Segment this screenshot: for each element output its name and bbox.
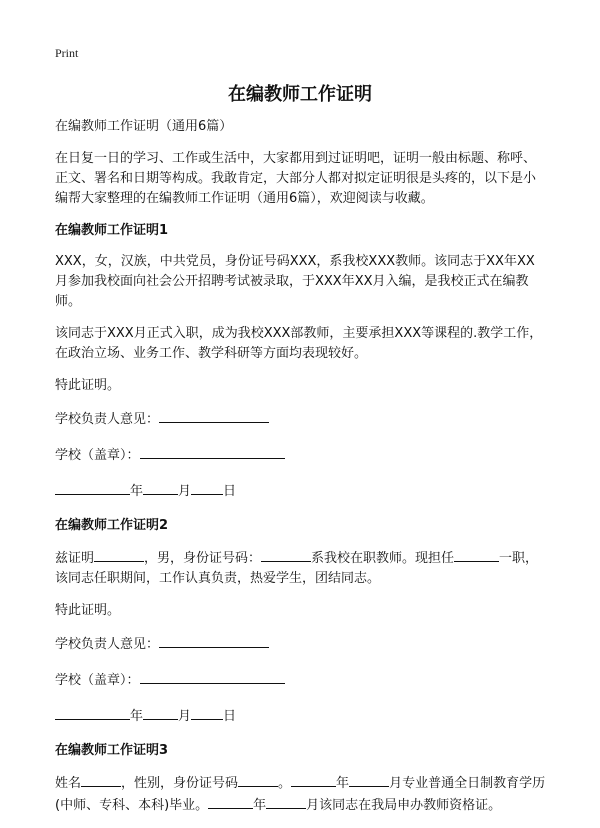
intro-paragraph: 在日复一日的学习、工作或生活中，大家都用到过证明吧，证明一般由标题、称呼、正文、署名和日期等构成。我敢肯定，大部分人都对拟定证明很是头疼的，以下是小编帮大家整理的在编教师工作证明（通用6篇），欢迎阅读与收藏。: [55, 151, 537, 206]
section3-text-f: 年: [253, 798, 267, 813]
section3-text-e: 月专业普通全日制教育学历(中师、专科、本科)毕业。: [55, 776, 546, 813]
section3-text-g: 月该同志在我局申办教师资格证。: [306, 798, 502, 813]
school-seal-label: 学校（盖章）：: [55, 448, 140, 463]
section3-text-b: ，性别，身份证号码: [121, 776, 239, 791]
principal-blank: [159, 633, 269, 648]
principal-label: 学校负责人意见：: [55, 412, 160, 427]
principal-label: 学校负责人意见：: [55, 637, 160, 652]
school-seal-blank: [140, 444, 285, 459]
intro-subtitle: 在编教师工作证明（通用6篇）: [55, 119, 233, 134]
apply-year-blank: [208, 794, 253, 809]
print-link[interactable]: Print: [55, 46, 79, 60]
name-blank: [81, 772, 121, 787]
section2-text-b: ，男，身份证号码：: [144, 551, 262, 566]
id-number-blank: [261, 547, 311, 562]
page-title: 在编教师工作证明: [228, 84, 372, 105]
document-body: [55, 117, 547, 828]
section1-proof: 特此证明。: [55, 378, 121, 393]
year-blank: [55, 705, 130, 720]
grad-month-blank: [349, 772, 389, 787]
section2-paragraph: [55, 547, 547, 589]
month-label: 月: [178, 484, 192, 499]
day-blank: [191, 705, 223, 720]
section1-paragraph-1: XXX，女，汉族，中共党员，身份证号码XXX，系我校XXX教师。该同志于XX年XX月参加我校面向社会公开招聘考试被录取，于XXX年XX月入编，是我校正式在编教师。: [55, 254, 535, 309]
section2-school-seal: [55, 669, 547, 691]
section1-school-seal: [55, 444, 547, 466]
section2-date: [55, 705, 547, 727]
section2-proof: 特此证明。: [55, 603, 121, 618]
school-seal-blank: [140, 669, 285, 684]
section2-principal-opinion: [55, 633, 547, 655]
grad-year-blank: [291, 772, 336, 787]
month-blank: [143, 480, 178, 495]
year-label: 年: [130, 484, 144, 499]
apply-month-blank: [266, 794, 306, 809]
year-label: 年: [130, 709, 144, 724]
section1-paragraph-2: 该同志于XXX月正式入职，成为我校XXX部教师，主要承担XXX等课程的.教学工作，在政治立场、业务工作、教学科研等方面均表现较好。: [55, 326, 543, 361]
section3-text-c: 。: [278, 776, 292, 791]
day-label: 日: [223, 484, 237, 499]
month-label: 月: [178, 709, 192, 724]
section-heading-3: 在编教师工作证明3: [55, 743, 169, 758]
section3-text-d: 年: [336, 776, 350, 791]
section2-text-c: 系我校在职教师。现担任: [311, 551, 455, 566]
school-seal-label: 学校（盖章）：: [55, 673, 140, 688]
section1-principal-opinion: [55, 408, 547, 430]
section2-text-a: 兹证明: [55, 551, 95, 566]
section2-text-d: 一职，该同志任职期间，工作认真负责，热爱学生，团结同志。: [55, 551, 539, 586]
section-heading-1: 在编教师工作证明1: [55, 223, 169, 238]
section3-text-a: 姓名: [55, 776, 82, 791]
month-blank: [143, 705, 178, 720]
day-blank: [191, 480, 223, 495]
id-number-blank: [238, 772, 278, 787]
section-heading-2: 在编教师工作证明2: [55, 518, 169, 533]
position-blank: [454, 547, 499, 562]
section1-date: [55, 480, 547, 502]
section3-paragraph: [55, 772, 547, 816]
principal-blank: [159, 408, 269, 423]
day-label: 日: [223, 709, 237, 724]
year-blank: [55, 480, 130, 495]
name-blank: [94, 547, 144, 562]
